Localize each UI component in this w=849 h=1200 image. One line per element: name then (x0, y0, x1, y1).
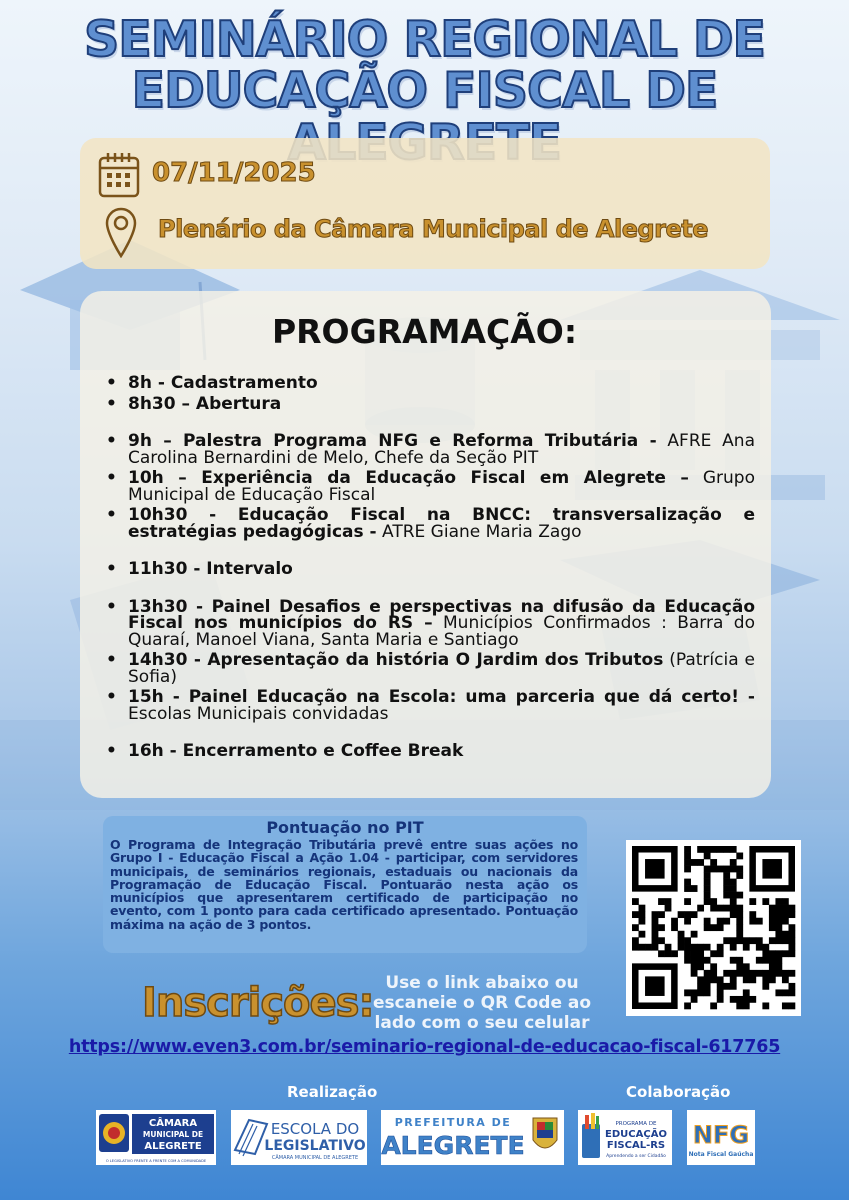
schedule-item: • 9h – Palestra Programa NFG e Reforma Tributária - AFRE Ana Carolina Bernardini de Melo, Chefe da Seção PIT (106, 431, 755, 468)
qr-code-icon (626, 840, 801, 1016)
svg-text:Aprendendo a ser Cidadão: Aprendendo a ser Cidadão (606, 1154, 666, 1159)
educacao-fiscal-rs-logo (578, 1110, 672, 1165)
schedule-list (104, 375, 755, 760)
nota-fiscal-gaucha-logo (687, 1110, 755, 1165)
schedule-item: • 15h - Painel Educação na Escola: uma parceria que dá certo! - Escolas Municipais convidadas (106, 687, 755, 724)
schedule-item: • 8h - Cadastramento (106, 373, 318, 393)
svg-text:EDUCAÇÃO: EDUCAÇÃO (605, 1129, 667, 1140)
svg-text:ESCOLA DO: ESCOLA DO (270, 1120, 360, 1138)
svg-text:MUNICIPAL DE: MUNICIPAL DE (142, 1130, 204, 1139)
svg-text:NFG: NFG (692, 1121, 750, 1149)
svg-text:FISCAL-RS: FISCAL-RS (606, 1140, 666, 1151)
svg-text:CÂMARA MUNICIPAL DE ALEGRETE: CÂMARA MUNICIPAL DE ALEGRETE (271, 1155, 359, 1161)
event-date: 07/11/2025 (152, 158, 316, 188)
svg-text:ALEGRETE: ALEGRETE (381, 1131, 525, 1160)
schedule-item: • 14h30 - Apresentação da história O Jardim dos Tributos (Patrícia e Sofia) (106, 650, 755, 687)
calendar-icon (98, 152, 140, 198)
pit-body: O Programa de Integração Tributária prevê entre suas ações no Grupo I - Educação Fiscal a Ação 1.04 - participar, com servidores municipais, de seminários regionais, estaduais ou nacionais da Programação de Educação Fiscal. Pontuarão nesta ação os municípios que apresentarem certificado de participação no evento, com 1 ponto para cada certificado apresentado. Pontuação máxima na ação de 3 pontos. (110, 837, 578, 932)
realizacao-label: Realização (287, 1083, 378, 1101)
svg-text:ALEGRETE: ALEGRETE (144, 1141, 202, 1152)
schedule-item: • 16h - Encerramento e Coffee Break (106, 741, 464, 761)
colaboracao-label: Colaboração (626, 1083, 731, 1101)
svg-text:PREFEITURA DE: PREFEITURA DE (394, 1116, 512, 1129)
program-heading: PROGRAMAÇÃO: (271, 312, 578, 351)
registration-hint: Use o link abaixo ou escaneie o QR Code ao lado com o seu celular (372, 973, 592, 1033)
svg-text:O LEGISLATIVO FRENTE A FRENTE: O LEGISLATIVO FRENTE A FRENTE COM A COMUNIDADE (105, 1159, 207, 1163)
schedule-item: • 10h30 - Educação Fiscal na BNCC: transversalização e estratégias pedagógicas - ATRE Giane Maria Zago (106, 505, 755, 542)
schedule-item: • 13h30 - Painel Desafios e perspectivas na difusão da Educação Fiscal nos municípios do RS – Municípios Confirmados : Barra do Quaraí, Manoel Viana, Santa Maria e Santiago (106, 596, 755, 650)
event-place: Plenário da Câmara Municipal de Alegrete (158, 215, 709, 243)
title-line-1: SEMINÁRIO REGIONAL DE (83, 11, 766, 68)
prefeitura-alegrete-logo (381, 1110, 564, 1165)
qr-code[interactable] (626, 840, 801, 1016)
registration-label: Inscrições: (142, 980, 374, 1026)
schedule-item: • 10h – Experiência da Educação Fiscal em Alegrete – Grupo Municipal de Educação Fiscal (106, 468, 755, 505)
svg-text:CÂMARA: CÂMARA (148, 1118, 198, 1129)
location-pin-icon (104, 206, 138, 258)
escola-legislativo-logo (231, 1110, 367, 1165)
svg-text:Nota Fiscal Gaúcha: Nota Fiscal Gaúcha (688, 1151, 754, 1158)
schedule-item: • 11h30 - Intervalo (106, 559, 293, 579)
pit-title: Pontuação no PIT (266, 818, 424, 837)
title-line-2: EDUCAÇÃO FISCAL DE (131, 62, 718, 119)
camara-municipal-logo (96, 1110, 216, 1165)
registration-link[interactable]: https://www.even3.com.br/seminario-regional-de-educacao-fiscal-617765 (68, 1037, 781, 1057)
schedule-item: • 8h30 – Abertura (106, 393, 282, 414)
svg-text:LEGISLATIVO: LEGISLATIVO (264, 1138, 366, 1154)
svg-text:PROGRAMA DE: PROGRAMA DE (615, 1121, 657, 1127)
